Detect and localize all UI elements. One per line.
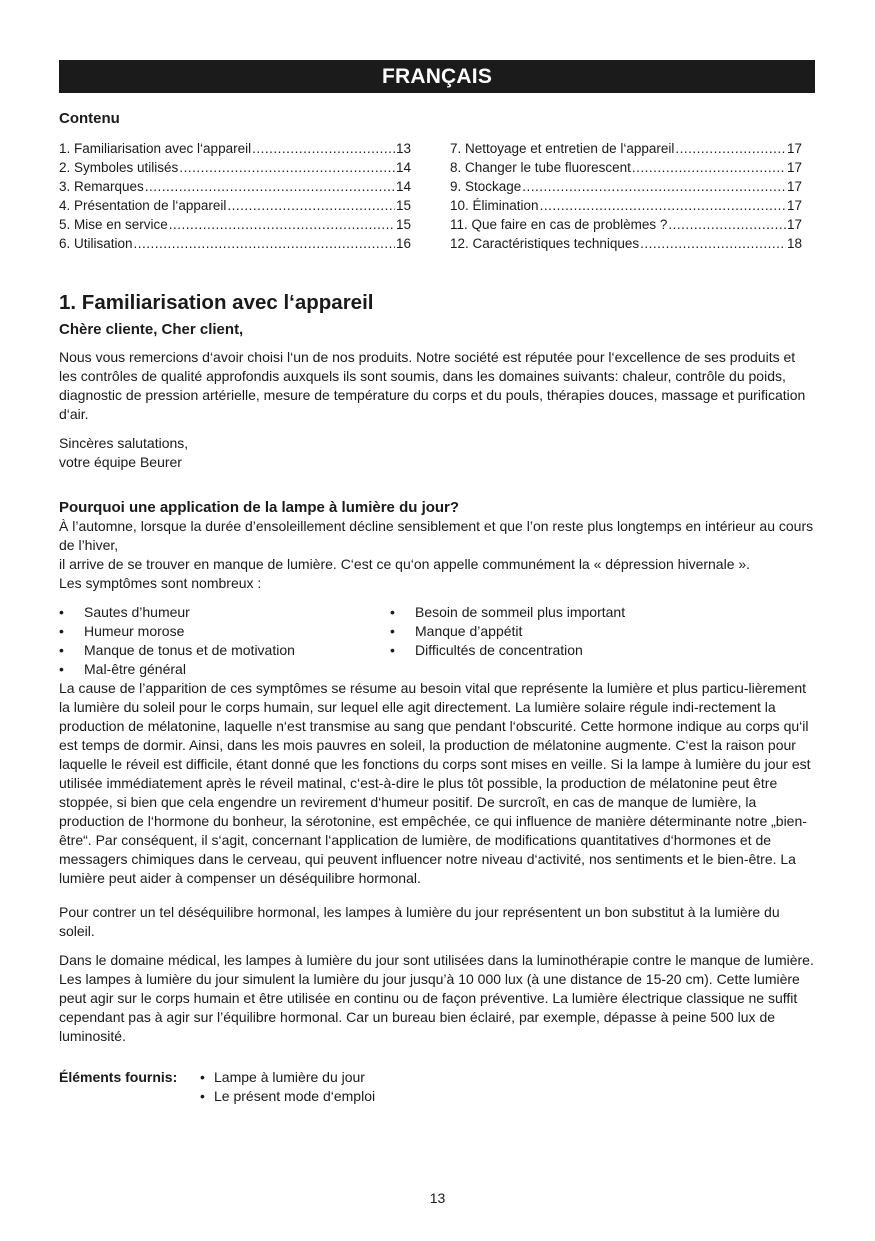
toc-entry-page: 17 bbox=[786, 198, 802, 213]
toc-entry-label: 9. Stockage bbox=[450, 179, 522, 194]
toc-leader-dots bbox=[169, 215, 395, 234]
cause-paragraph: La cause de l’apparition de ces symptômes se résume au besoin vital que représente la lumière et plus particu-lièrement la lumière du soleil pour le corps humain, sur lequel elle agit directement. La lumière solaire régule indi-rectement la production de mélatonine, laquelle n‘est transmise au sang que pendant l‘obscurité. Cette hormone indique au corps qu‘il est temps de dormir. Ainsi, dans les mois pauvres en soleil, la production de mélatonine augmente. C‘est la raison pour laquelle le réveil est difficile, étant donné que les fonctions du corps sont mises en veille. Si la lampe à lumière du jour est utilisée immédiatement après le réveil matinal, c‘est-à-dire le plus tôt possible, la production de mélatonine peut être stoppée, si bien que cela engendre un revirement d‘humeur positif. De surcroît, en cas de manque de lumière, la production de l‘hormone du bonheur, la sérotonine, est empêchée, ce qui influence de manière déterminante notre „bien-être“. Par conséquent, il s‘agit, concernant l‘application de lumière, de modifications quantitatives d‘hormones et de messagers chimiques dans le cerveau, qui peuvent influencer notre niveau d‘activité, nos sentiments et le bien-être. La lumière peut aider à compenser un déséquilibre hormonal. bbox=[59, 680, 811, 886]
toc-leader-dots bbox=[522, 177, 786, 196]
toc-leader-dots bbox=[632, 158, 786, 177]
toc-entry[interactable] bbox=[59, 139, 411, 158]
toc-entry-label: 7. Nettoyage et entretien de l‘appareil bbox=[450, 141, 675, 156]
toc-entry-label: 2. Symboles utilisés bbox=[59, 160, 179, 175]
toc-leader-dots bbox=[227, 196, 395, 215]
list-item: • Sautes d’humeur bbox=[59, 603, 379, 622]
toc-entry-label: 4. Présentation de l‘appareil bbox=[59, 198, 227, 213]
list-item: • Manque d’appétit bbox=[390, 622, 790, 641]
why-line: il arrive de se trouver en manque de lumière. C‘est ce qu‘on appelle communément la « dépression hivernale ». bbox=[59, 556, 751, 572]
toc-entry[interactable] bbox=[59, 177, 411, 196]
toc-entry-page: 17 bbox=[786, 141, 802, 156]
toc-entry[interactable] bbox=[450, 139, 802, 158]
toc-entry-page: 17 bbox=[786, 179, 802, 194]
subsection-heading: Pourquoi une application de la lampe à lumière du jour? bbox=[59, 499, 460, 516]
toc-entry[interactable] bbox=[59, 234, 411, 253]
list-item: • Difficultés de concentration bbox=[390, 641, 790, 660]
toc-leader-dots bbox=[640, 234, 786, 253]
supplied-list bbox=[200, 1068, 375, 1106]
toc-leader-dots bbox=[668, 215, 786, 234]
toc-entry-label: 10. Élimination bbox=[450, 198, 539, 213]
toc-entry-page: 17 bbox=[786, 217, 802, 232]
toc-entry[interactable] bbox=[59, 196, 411, 215]
medical-paragraph: Dans le domaine médical, les lampes à lumière du jour sont utilisées dans la luminothérapie contre le manque de lumière. Les lampes à lumière du jour simulent la lumière du jour jusqu’à 10 000 lux (à une distance de 15-20 cm). Cette lumière peut agir sur le corps humain et être utilisée en continu ou de façon préventive. La lumière électrique classique ne suffit cependant pas à agir sur l’équilibre hormonal. Car un bureau bien éclairé, par exemple, dépasse à peine 500 lux de luminosité. bbox=[59, 952, 814, 1044]
toc-entry-page: 16 bbox=[395, 236, 411, 251]
toc-column-right bbox=[450, 139, 802, 253]
toc-entry-page: 14 bbox=[395, 179, 411, 194]
closing-block bbox=[59, 434, 816, 472]
toc-entry-page: 14 bbox=[395, 160, 411, 175]
list-item: • Mal-être général bbox=[59, 660, 379, 679]
counter-paragraph: Pour contrer un tel déséquilibre hormonal, les lampes à lumière du jour représentent un bon substitut à la lumière du soleil. bbox=[59, 904, 780, 939]
supplied-label: Éléments fournis: bbox=[59, 1069, 178, 1085]
toc-entry[interactable] bbox=[450, 196, 802, 215]
intro-paragraph: Nous vous remercions d‘avoir choisi l‘un de nos produits. Notre société est réputée pour l‘excellence de ses produits et les contrôles de qualité approfondis auxquels ils sont soumis, dans les domaines suivants: chaleur, contrôle du poids, diagnostic de pression artérielle, mesure de température du corps et du pouls, thérapies douces, massage et purification d‘air. bbox=[59, 349, 806, 422]
toc-entry[interactable] bbox=[450, 215, 802, 234]
toc-entry[interactable] bbox=[450, 177, 802, 196]
toc-entry-page: 18 bbox=[786, 236, 802, 251]
toc-leader-dots bbox=[540, 196, 786, 215]
list-item: • Manque de tonus et de motivation bbox=[59, 641, 379, 660]
toc-entry-label: 12. Caractéristiques techniques bbox=[450, 236, 640, 251]
toc-entry-label: 8. Changer le tube fluorescent bbox=[450, 160, 631, 175]
toc-leader-dots bbox=[675, 139, 786, 158]
toc-entry[interactable] bbox=[59, 215, 411, 234]
list-item: • Besoin de sommeil plus important bbox=[390, 603, 790, 622]
list-item: • Le présent mode d‘emploi bbox=[200, 1087, 375, 1106]
toc-entry-label: 1. Familiarisation avec l‘appareil bbox=[59, 141, 252, 156]
language-banner: FRANÇAIS bbox=[59, 60, 815, 93]
toc-entry-label: 11. Que faire en cas de problèmes ? bbox=[450, 217, 668, 232]
toc-entry-page: 17 bbox=[786, 160, 802, 175]
list-item: • Lampe à lumière du jour bbox=[200, 1068, 375, 1087]
symptoms-list-right bbox=[390, 603, 790, 660]
toc-entry-label: 6. Utilisation bbox=[59, 236, 133, 251]
toc-entry[interactable] bbox=[450, 158, 802, 177]
toc-entry[interactable] bbox=[59, 158, 411, 177]
salutation: Chère cliente, Cher client, bbox=[59, 321, 244, 338]
toc-column-left bbox=[59, 139, 411, 253]
signature-line: votre équipe Beurer bbox=[59, 454, 182, 470]
toc-heading: Contenu bbox=[59, 110, 120, 127]
toc-entry-page: 13 bbox=[395, 141, 411, 156]
closing-line: Sincères salutations, bbox=[59, 435, 189, 451]
section-heading: 1. Familiarisation avec l‘appareil bbox=[59, 291, 374, 314]
toc-entry[interactable] bbox=[450, 234, 802, 253]
list-item: • Humeur morose bbox=[59, 622, 379, 641]
toc-leader-dots bbox=[145, 177, 395, 196]
why-line: À l’automne, lorsque la durée d’ensoleillement décline sensiblement et que l’on reste plus longtemps en intérieur au cours de l’hiver, bbox=[59, 518, 814, 553]
toc-entry-page: 15 bbox=[395, 217, 411, 232]
why-paragraph bbox=[59, 517, 816, 593]
symptoms-list-left bbox=[59, 603, 379, 679]
toc-entry-label: 5. Mise en service bbox=[59, 217, 168, 232]
toc-leader-dots bbox=[179, 158, 395, 177]
toc-entry-label: 3. Remarques bbox=[59, 179, 144, 194]
page-number: 13 bbox=[429, 1190, 446, 1206]
toc-leader-dots bbox=[134, 234, 395, 253]
toc-entry-page: 15 bbox=[395, 198, 411, 213]
toc-leader-dots bbox=[252, 139, 395, 158]
why-line: Les symptômes sont nombreux : bbox=[59, 575, 262, 591]
